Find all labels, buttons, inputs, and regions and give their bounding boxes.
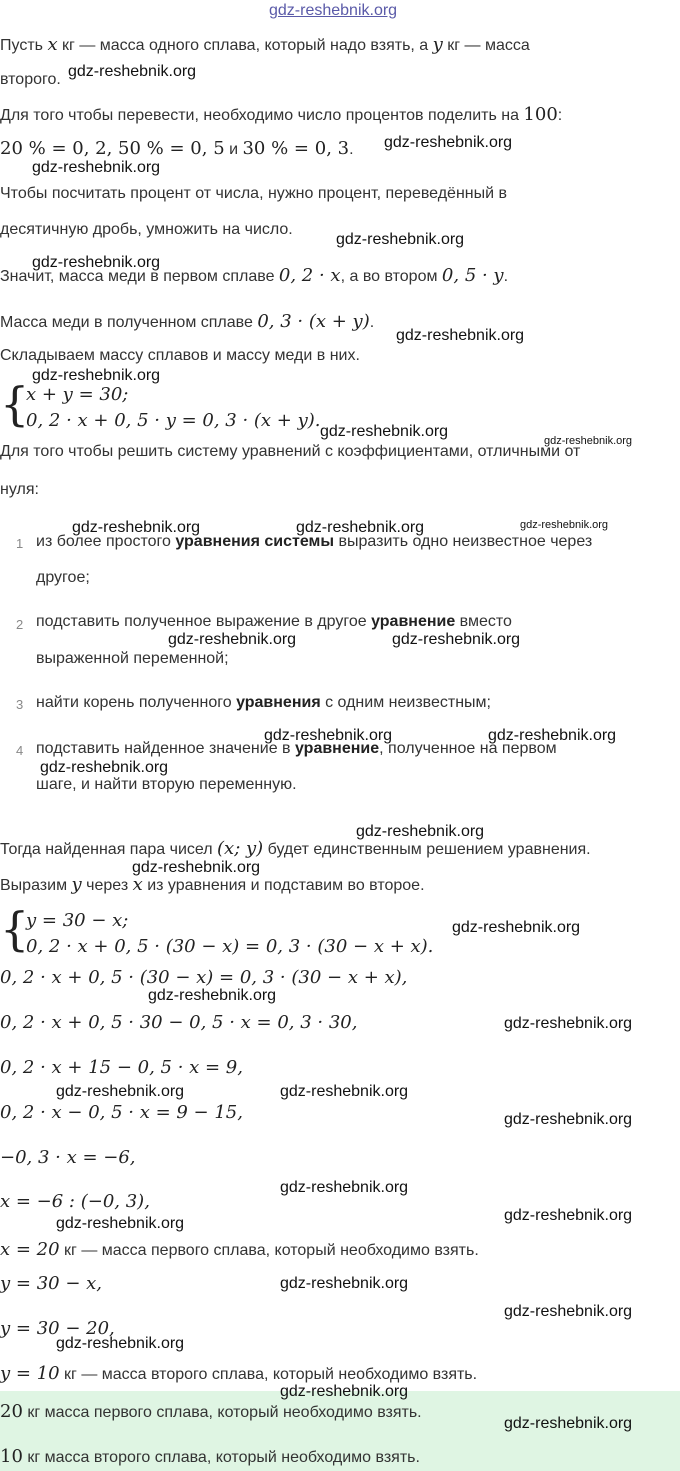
step-3-line-1: найти корень полученного уравнения с одним неизвестным; [36, 694, 491, 711]
step-number: 1 [16, 536, 24, 551]
step-2-line-1: подставить полученное выражение в другое уравнение вместо [36, 613, 512, 630]
unique-solution-line: Тогда найденная пара чисел (x; y) будет единственным решением уравнения. [0, 838, 591, 859]
intro-line-1: Пусть x кг — масса одного сплава, который надо взять, а y кг — масса [0, 34, 530, 55]
answer-line-1: 20 кг масса первого сплава, который необходимо взять. [0, 1401, 422, 1422]
watermark: gdz-reshebnik.org [264, 727, 393, 744]
equation-step-6: x = −6 : (−0, 3), [0, 1191, 150, 1212]
watermark: gdz-reshebnik.org [452, 919, 581, 936]
substitution-line: Выразим y через x из уравнения и подставим во второе. [0, 874, 425, 895]
watermark: gdz-reshebnik.org [40, 759, 169, 776]
equation-step-2: 0, 2 · x + 0, 5 · 30 − 0, 5 · x = 0, 3 · 30, [0, 1012, 358, 1033]
watermark: gdz-reshebnik.org [296, 519, 425, 536]
watermark: gdz-reshebnik.org [488, 727, 617, 744]
equation-step-9: y = 30 − 20, [0, 1318, 115, 1339]
percent-explain-1: Чтобы посчитать процент от числа, нужно процент, переведённый в [0, 185, 507, 202]
step-4-line-1: подставить найденное значение в уравнение, полученное на первом [36, 740, 557, 757]
watermark: gdz-reshebnik.org [32, 159, 161, 176]
percent-conversions: 20 % = 0, 2, 50 % = 0, 5 и 30 % = 0, 3. [0, 138, 354, 159]
watermark: gdz-reshebnik.org [320, 423, 449, 440]
watermark-top-link[interactable]: gdz-reshebnik.org [269, 2, 398, 19]
equation-step-4: 0, 2 · x − 0, 5 · x = 9 − 15, [0, 1102, 243, 1123]
step-number: 4 [16, 743, 24, 758]
watermark: gdz-reshebnik.org [504, 1207, 633, 1224]
intro-line-2: второго. [0, 71, 61, 88]
watermark: gdz-reshebnik.org [544, 435, 633, 447]
system1-eq1: x + y = 30; [26, 384, 129, 405]
watermark: gdz-reshebnik.org [504, 1303, 633, 1320]
system-brace-1: { [0, 377, 30, 431]
watermark: gdz-reshebnik.org [336, 231, 465, 248]
method-intro-1: Для того чтобы решить систему уравнений с коэффициентами, отличными от [0, 443, 581, 460]
watermark: gdz-reshebnik.org [504, 1415, 633, 1432]
watermark: gdz-reshebnik.org [396, 327, 525, 344]
watermark: gdz-reshebnik.org [504, 1111, 633, 1128]
watermark: gdz-reshebnik.org [56, 1215, 185, 1232]
alloy-copper-line: Масса меди в полученном сплаве 0, 3 · (x + y). [0, 311, 375, 332]
answer-line-2: 10 кг масса второго сплава, который необходимо взять. [0, 1446, 420, 1467]
watermark: gdz-reshebnik.org [72, 519, 201, 536]
system2-eq1: y = 30 − x; [26, 910, 129, 931]
watermark: gdz-reshebnik.org [56, 1335, 185, 1352]
watermark: gdz-reshebnik.org [132, 859, 261, 876]
result-x-line: x = 20 кг — масса первого сплава, который необходимо взять. [0, 1239, 479, 1260]
equation-step-5: −0, 3 · x = −6, [0, 1147, 136, 1168]
watermark: gdz-reshebnik.org [504, 1015, 633, 1032]
step-4-line-2: шаге, и найти вторую переменную. [36, 776, 297, 793]
equation-step-3: 0, 2 · x + 15 − 0, 5 · x = 9, [0, 1057, 243, 1078]
watermark: gdz-reshebnik.org [56, 1083, 185, 1100]
equation-step-8: y = 30 − x, [0, 1273, 102, 1294]
step-1-line-2: другое; [36, 569, 90, 586]
percent-explain-2: десятичную дробь, умножить на число. [0, 221, 293, 238]
system1-eq2: 0, 2 · x + 0, 5 · y = 0, 3 · (x + y). [26, 410, 321, 431]
method-intro-2: нуля: [0, 481, 39, 498]
watermark: gdz-reshebnik.org [32, 367, 161, 384]
watermark: gdz-reshebnik.org [32, 254, 161, 271]
watermark: gdz-reshebnik.org [280, 1179, 409, 1196]
watermark: gdz-reshebnik.org [68, 63, 197, 80]
step-number: 2 [16, 617, 24, 632]
watermark: gdz-reshebnik.org [520, 519, 609, 531]
system-brace-2: { [0, 902, 30, 956]
result-y-line: y = 10 кг — масса второго сплава, который необходимо взять. [0, 1363, 478, 1384]
watermark: gdz-reshebnik.org [280, 1083, 409, 1100]
watermark: gdz-reshebnik.org [148, 987, 277, 1004]
watermark: gdz-reshebnik.org [384, 134, 513, 151]
system2-eq2: 0, 2 · x + 0, 5 · (30 − x) = 0, 3 · (30 − x + x). [26, 936, 434, 957]
watermark: gdz-reshebnik.org [356, 823, 485, 840]
equation-step-1: 0, 2 · x + 0, 5 · (30 − x) = 0, 3 · (30 − x + x), [0, 967, 408, 988]
sum-line: Складываем массу сплавов и массу меди в них. [0, 347, 360, 364]
step-number: 3 [16, 697, 24, 712]
percent-rule: Для того чтобы перевести, необходимо число процентов поделить на 100: [0, 104, 563, 125]
watermark: gdz-reshebnik.org [392, 631, 521, 648]
watermark: gdz-reshebnik.org [168, 631, 297, 648]
watermark: gdz-reshebnik.org [280, 1275, 409, 1292]
watermark: gdz-reshebnik.org [280, 1383, 409, 1400]
step-2-line-2: выраженной переменной; [36, 650, 229, 667]
step-1-line-1: из более простого уравнения системы выразить одно неизвестное через [36, 533, 593, 550]
copper-mass-line: Значит, масса меди в первом сплаве 0, 2 · x, а во втором 0, 5 · y. [0, 265, 509, 286]
